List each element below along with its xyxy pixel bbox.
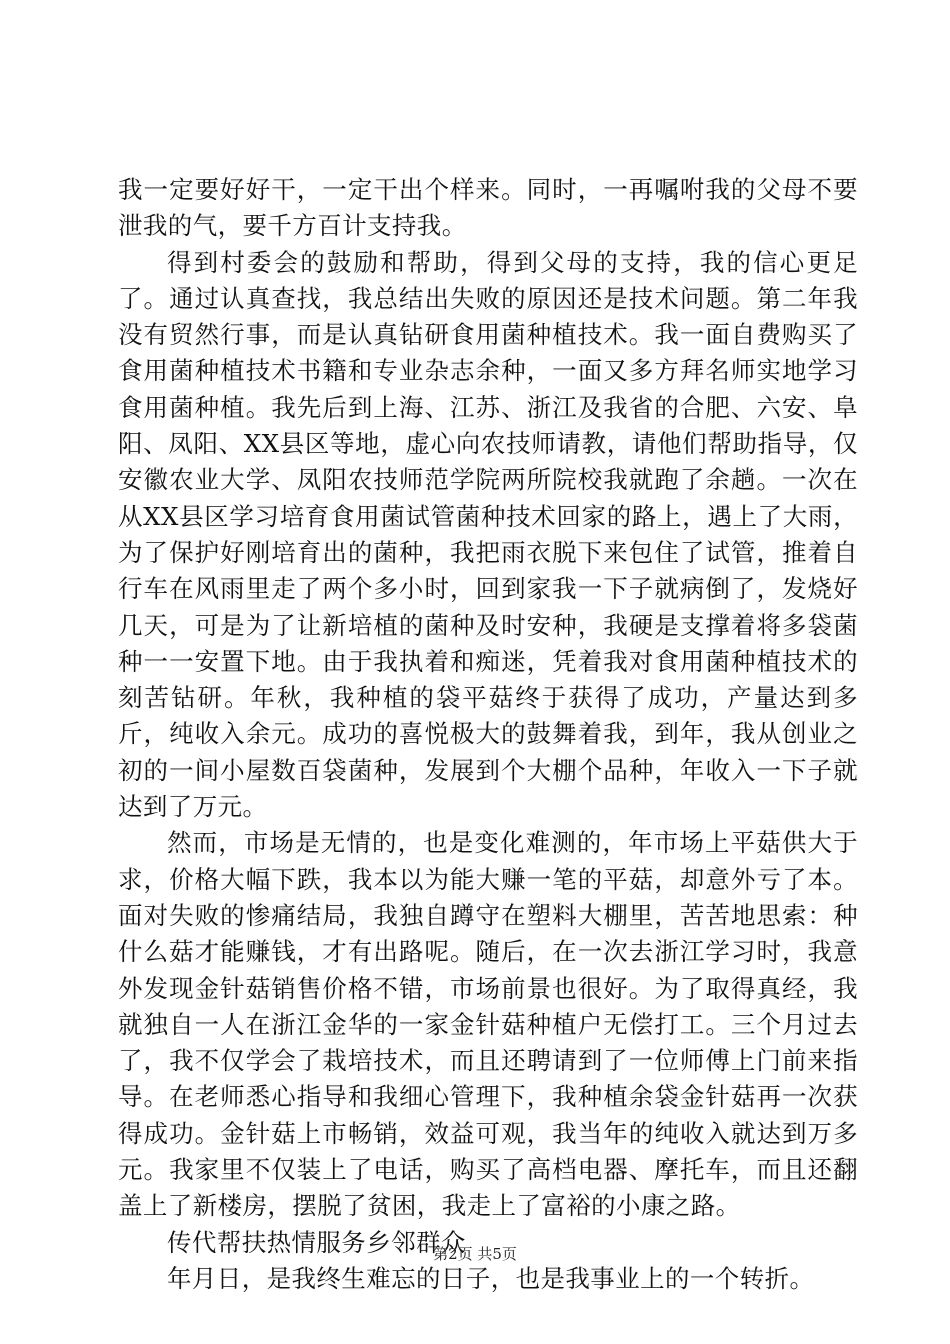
page-number-footer: 第2页 共5页 xyxy=(433,1245,517,1263)
paragraph-3: 然而，市场是无情的，也是变化难测的，年市场上平菇供大于求，价格大幅下跌，我本以为能大赚一笔的平菇，却意外亏了本。面对失败的惨痛结局，我独自蹲守在塑料大棚里，苦苦地思索：种什么菇才能赚钱，才有出路呢。随后，在一次去浙江学习时，我意外发现金针菇销售价格不错，市场前景也很好。为了取得真经，我就独自一人在浙江金华的一家金针菇种植户无偿打工。三个月过去了，我不仅学会了栽培技术，而且还聘请到了一位师傅上门前来指导。在老师悉心指导和我细心管理下，我种植余袋金针菇再一次获得成功。金针菇上市畅销，效益可观，我当年的纯收入就达到万多元。我家里不仅装上了电话，购买了高档电器、摩托车，而且还翻盖上了新楼房，摆脱了贫困，我走上了富裕的小康之路。 xyxy=(118,828,858,1221)
paragraph-1: 我一定要好好干，一定干出个样来。同时，一再嘱咐我的父母不要泄我的气，要千方百计支持我。 xyxy=(118,175,858,241)
section-heading: 传代帮扶热情服务乡邻群众 xyxy=(167,1227,466,1257)
paragraph-5: 年月日，是我终生难忘的日子，也是我事业上的一个转折。 xyxy=(167,1263,815,1293)
paragraph-2: 得到村委会的鼓励和帮助，得到父母的支持，我的信心更足了。通过认真查找，我总结出失败的原因还是技术问题。第二年我没有贸然行事，而是认真钻研食用菌种植技术。我一面自费购买了食用菌种植技术书籍和专业杂志余种，一面又多方拜名师实地学习食用菌种植。我先后到上海、江苏、浙江及我省的合肥、六安、阜阳、凤阳、XX县区等地，虚心向农技师请教，请他们帮助指导，仅安徽农业大学、凤阳农技师范学院两所院校我就跑了余趟。一次在从XX县区学习培育食用菌试管菌种技术回家的路上，遇上了大雨，为了保护好刚培育出的菌种，我把雨衣脱下来包住了试管，推着自行车在风雨里走了两个多小时，回到家我一下子就病倒了，发烧好几天，可是为了让新培植的菌种及时安种，我硬是支撑着将多袋菌种一一安置下地。由于我执着和痴迷，凭着我对食用菌种植技术的刻苦钻研。年秋，我种植的袋平菇终于获得了成功，产量达到多斤，纯收入余元。成功的喜悦极大的鼓舞着我，到年，我从创业之初的一间小屋数百袋菌种，发展到个大棚个品种，年收入一下子就达到了万元。 xyxy=(118,247,858,822)
document-body xyxy=(118,172,858,1297)
